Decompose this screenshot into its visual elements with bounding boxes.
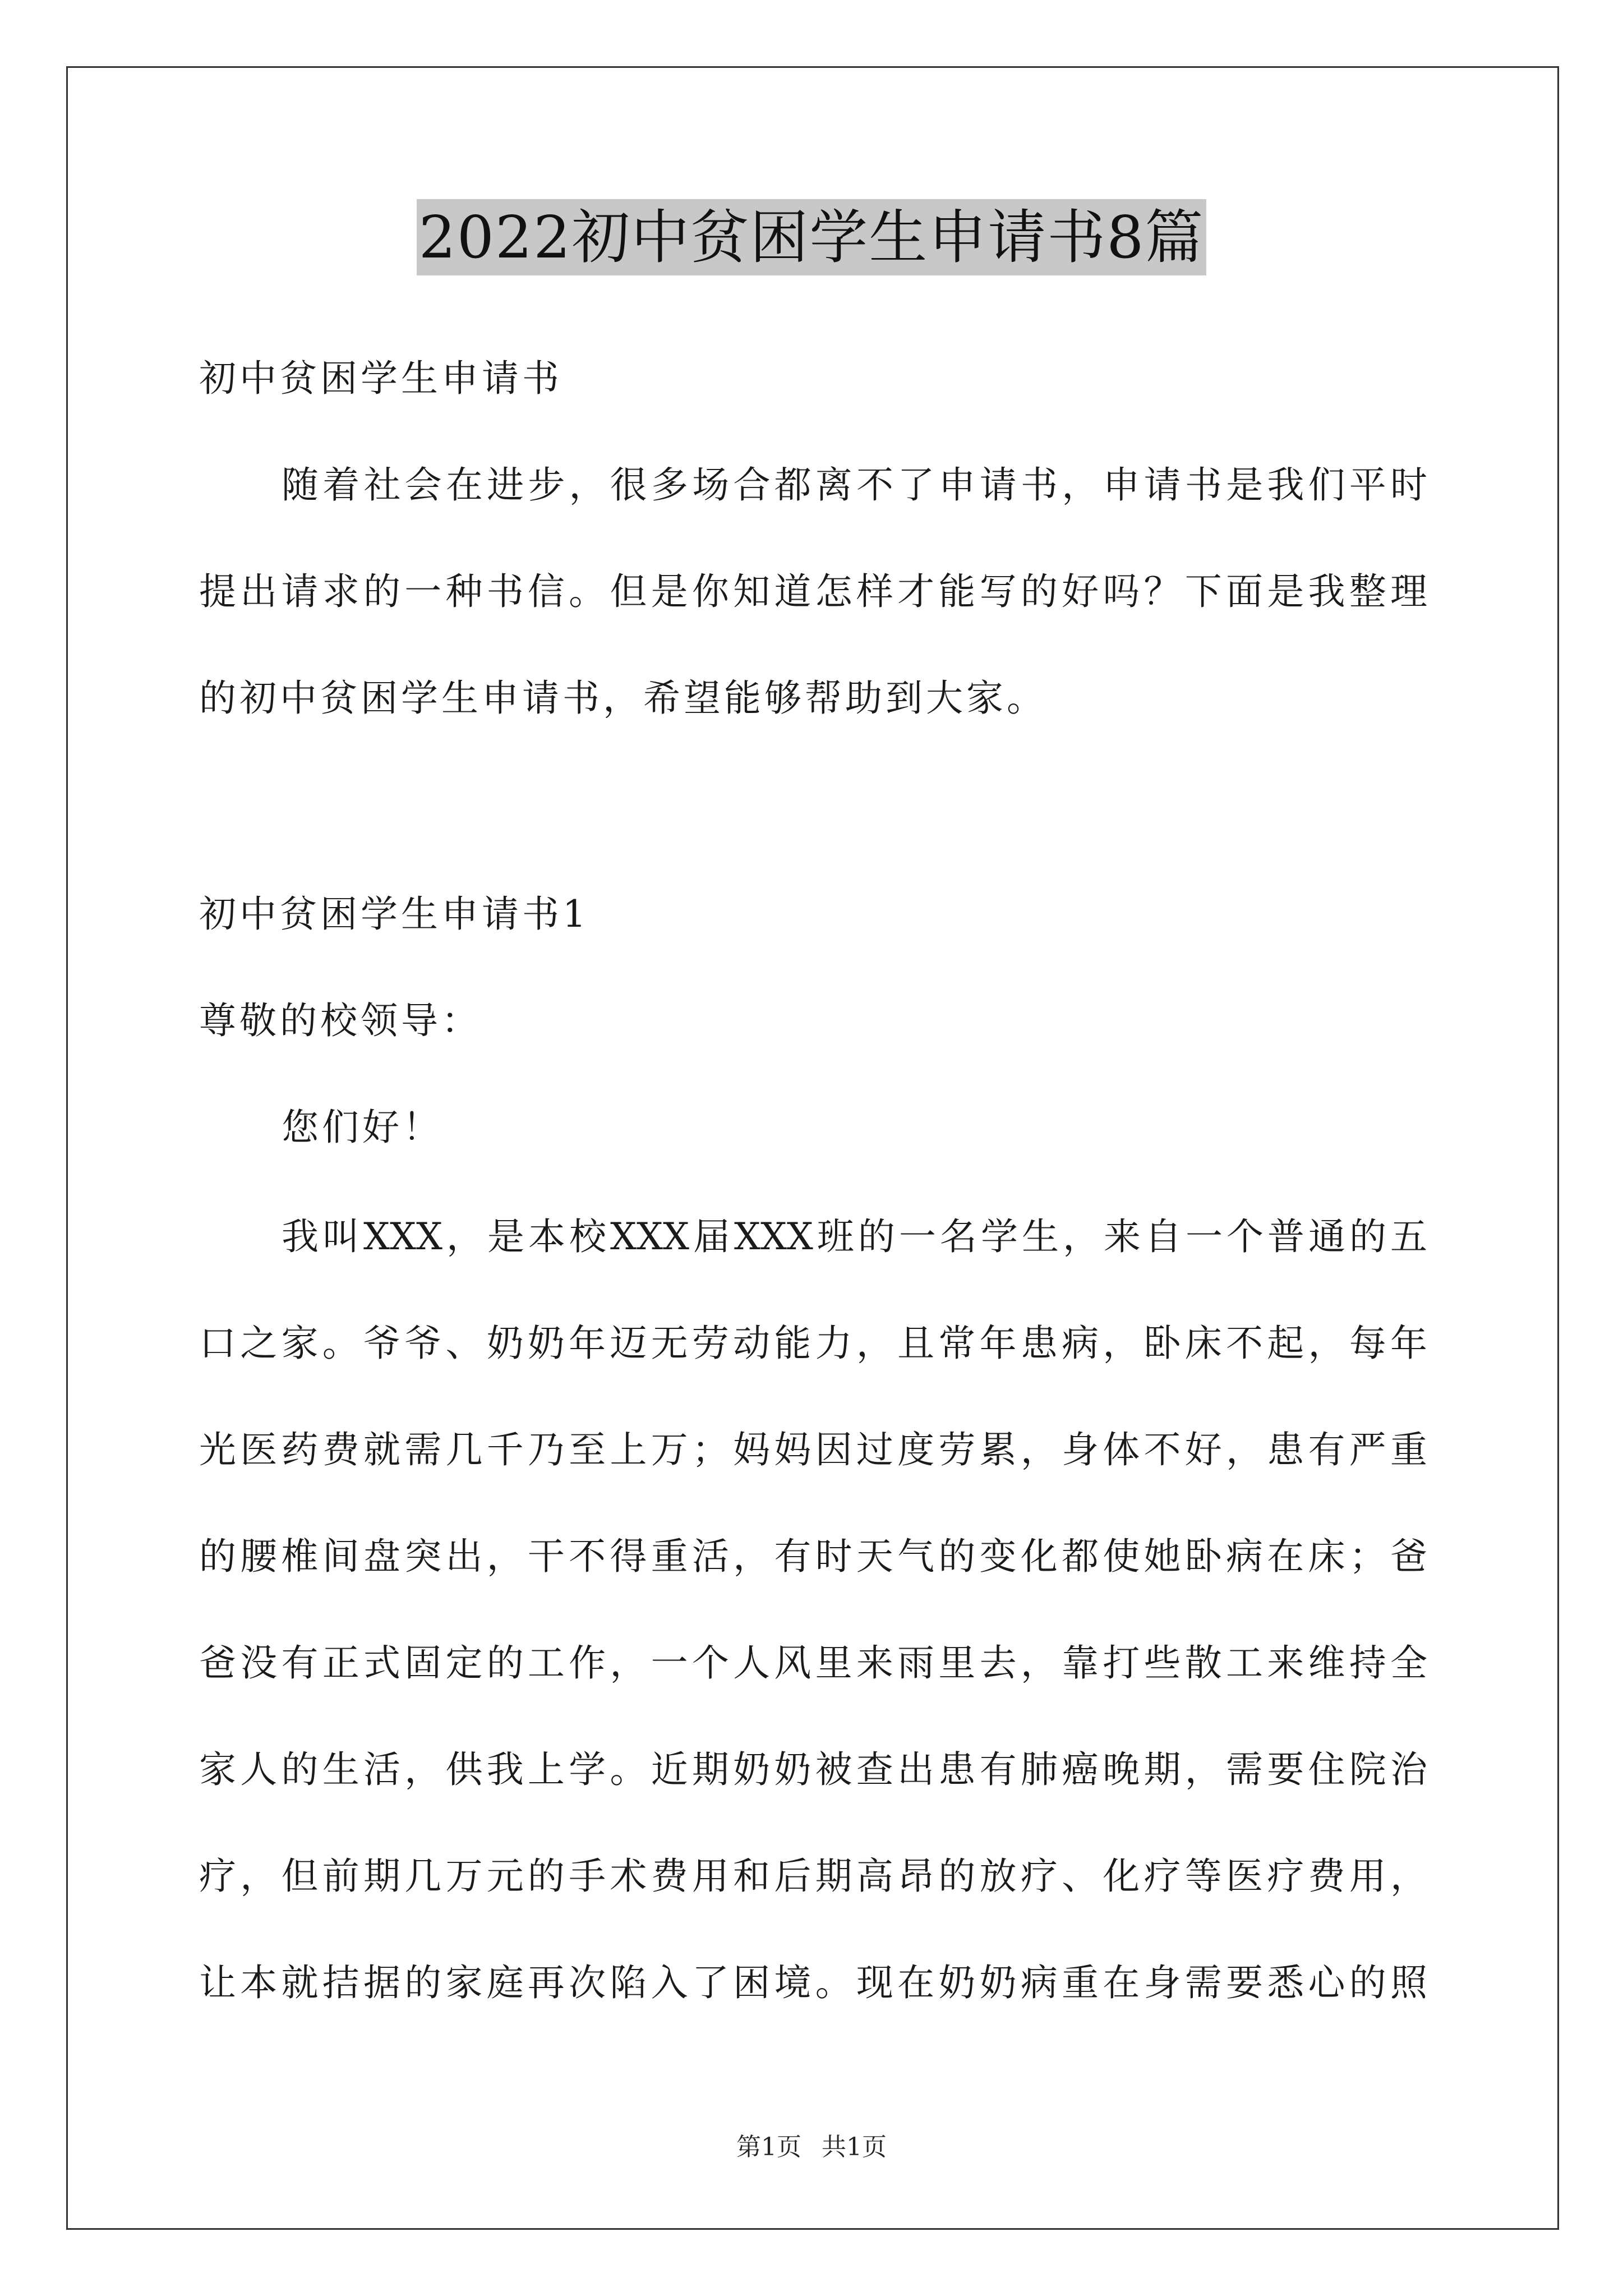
document-title: 2022初中贫困学生申请书8篇 (417, 199, 1207, 275)
paragraph-line: 家人的生活，供我上学。近期奶奶被查出患有肺癌晚期，需要住院治 (199, 1748, 1427, 1791)
paragraph-line: 的腰椎间盘突出，干不得重活，有时天气的变化都使她卧病在床；爸 (199, 1535, 1427, 1578)
section-heading: 初中贫困学生申请书 (199, 357, 562, 400)
page-footer (0, 2132, 1623, 2163)
paragraph-line: 让本就拮据的家庭再次陷入了困境。现在奶奶病重在身需要悉心的照 (199, 1961, 1427, 2004)
page-number: 第1页 (736, 2133, 801, 2161)
greeting: 您们好！ (282, 1106, 443, 1149)
paragraph-line: 提出请求的一种书信。但是你知道怎样才能写的好吗？下面是我整理 (199, 570, 1427, 613)
paragraph-line: 光医药费就需几千乃至上万；妈妈因过度劳累，身体不好，患有严重 (199, 1428, 1427, 1471)
paragraph-line: 口之家。爷爷、奶奶年迈无劳动能力，且常年患病，卧床不起，每年 (199, 1322, 1427, 1365)
page-total: 共1页 (822, 2133, 887, 2161)
section-heading: 初中贫困学生申请书1 (199, 892, 589, 936)
paragraph-line: 我叫XXX，是本校XXX届XXX班的一名学生，来自一个普通的五 (282, 1215, 1427, 1258)
paragraph-line: 随着社会在进步，很多场合都离不了申请书，申请书是我们平时 (282, 463, 1427, 507)
paragraph-line: 爸没有正式固定的工作，一个人风里来雨里去，靠打些散工来维持全 (199, 1641, 1427, 1685)
paragraph-line: 的初中贫困学生申请书，希望能够帮助到大家。 (199, 677, 1047, 720)
paragraph-line: 疗，但前期几万元的手术费用和后期高昂的放疗、化疗等医疗费用， (199, 1855, 1427, 1898)
salutation: 尊敬的校领导： (199, 999, 482, 1042)
title-container (0, 199, 1623, 275)
